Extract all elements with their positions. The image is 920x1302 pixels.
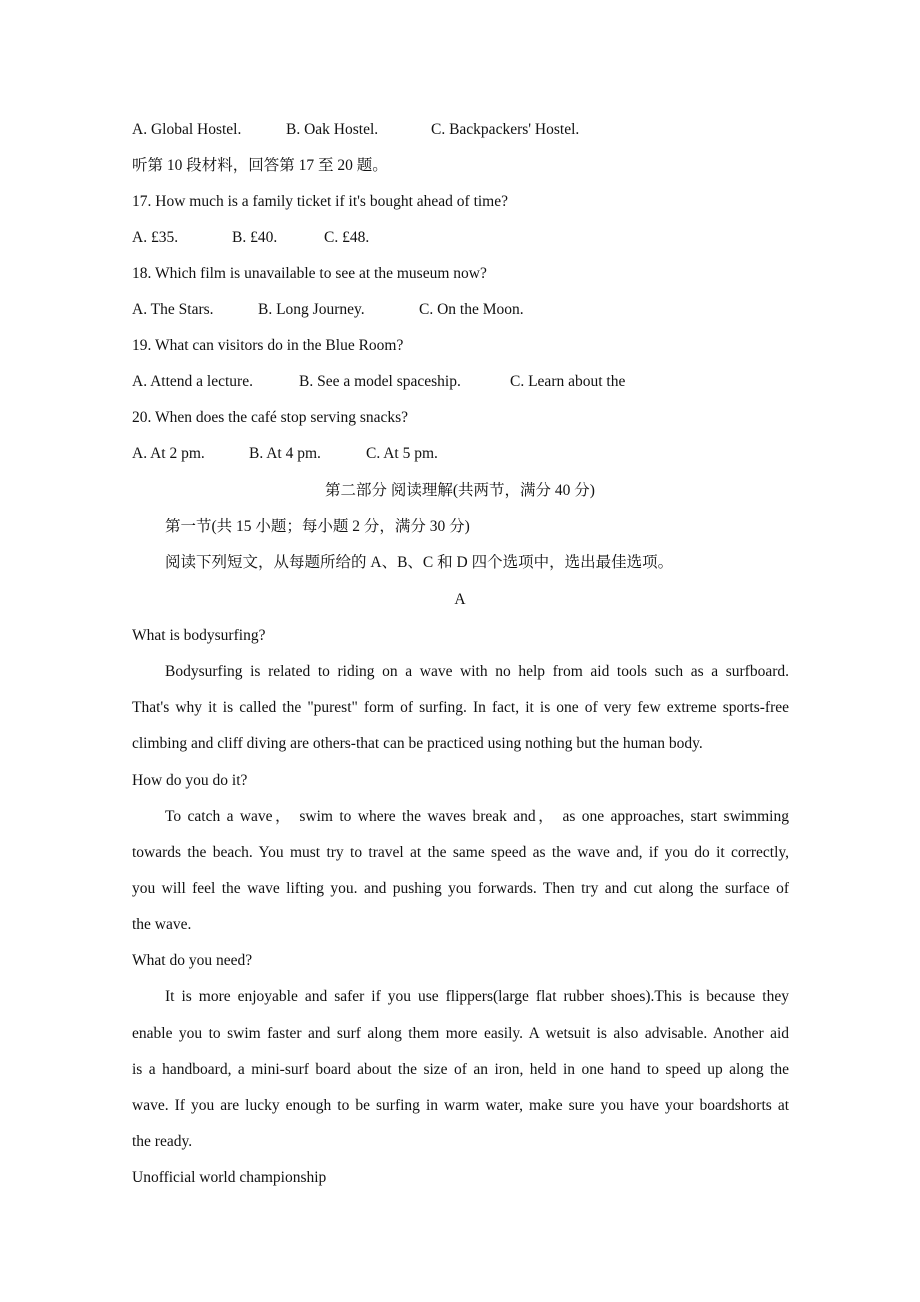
paragraph-line: you will feel the wave lifting you. and pushing you forwards. Then try and cut along the surface of (132, 880, 789, 897)
option-a: A. Global Hostel. (132, 121, 242, 138)
option-c: C. Learn about the (510, 373, 626, 390)
q16-options (132, 120, 579, 140)
listening-instruction: 听第 10 段材料，回答第 17 至 20 题。 (132, 157, 388, 174)
heading-championship: Unofficial world championship (132, 1169, 327, 1186)
option-b: B. £40. (232, 229, 278, 246)
option-a: A. At 2 pm. (132, 445, 205, 462)
option-b: B. At 4 pm. (249, 445, 321, 462)
option-c: C. Backpackers' Hostel. (431, 121, 580, 138)
q19-options (132, 372, 625, 392)
paragraph-line: towards the beach. You must try to travel at the same speed as the wave and, if you do it correctly, (132, 844, 789, 861)
q18-options (132, 300, 524, 320)
reading-instruction: 阅读下列短文，从每题所给的 A、B、C 和 D 四个选项中，选出最佳选项。 (165, 554, 674, 571)
paragraph-line: the wave. (132, 916, 192, 933)
option-a: A. The Stars. (132, 301, 214, 318)
heading-what-is: What is bodysurfing? (132, 627, 266, 644)
option-a: A. £35. (132, 229, 179, 246)
paragraph-line: is a handboard, a mini-surf board about the size of an iron, held in one hand to speed up along the (132, 1061, 789, 1078)
paragraph-line: That's why it is called the "purest" form of surfing. In fact, it is one of very few extreme sports-free (132, 699, 789, 716)
option-c: C. At 5 pm. (366, 445, 438, 462)
paragraph-line: It is more enjoyable and safer if you use flippers(large flat rubber shoes).This is because they (165, 988, 789, 1005)
paragraph-line: enable you to swim faster and surf along them more easily. A wetsuit is also advisable. Another aid (132, 1025, 789, 1042)
paragraph-line: Bodysurfing is related to riding on a wave with no help from aid tools such as a surfboard. (165, 663, 789, 680)
question-19: 19. What can visitors do in the Blue Room? (132, 337, 404, 354)
heading-what-need: What do you need? (132, 952, 253, 969)
option-c: C. £48. (324, 229, 370, 246)
option-b: B. Oak Hostel. (286, 121, 379, 138)
q17-options (132, 228, 369, 248)
option-b: B. See a model spaceship. (299, 373, 461, 390)
part2-title: 第二部分 阅读理解(共两节，满分 40 分) (325, 482, 595, 499)
heading-how: How do you do it? (132, 772, 248, 789)
option-c: C. On the Moon. (419, 301, 524, 318)
paragraph-line: the ready. (132, 1133, 193, 1150)
paragraph-line: To catch a wave， swim to where the waves break and， as one approaches, start swimming (165, 808, 789, 825)
question-17: 17. How much is a family ticket if it's bought ahead of time? (132, 193, 508, 210)
option-b: B. Long Journey. (258, 301, 365, 318)
paragraph-line: wave. If you are lucky enough to be surfing in warm water, make sure you have your boardshorts at (132, 1097, 789, 1114)
question-18: 18. Which film is unavailable to see at the museum now? (132, 265, 487, 282)
option-a: A. Attend a lecture. (132, 373, 253, 390)
paragraph-line: climbing and cliff diving are others-that can be practiced using nothing but the human body. (132, 735, 703, 752)
section1-title: 第一节(共 15 小题；每小题 2 分，满分 30 分) (165, 518, 470, 535)
q20-options (132, 444, 438, 464)
passage-letter: A (454, 591, 466, 608)
question-20: 20. When does the café stop serving snacks? (132, 409, 409, 426)
